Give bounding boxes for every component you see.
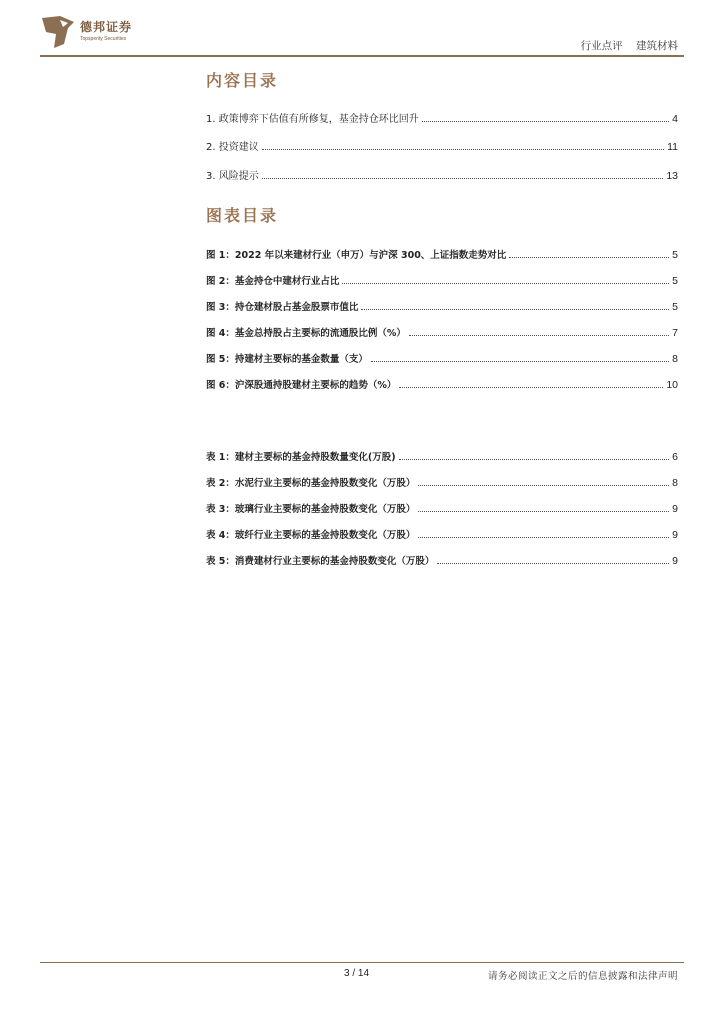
table-item-page: 9 bbox=[672, 555, 678, 567]
leader-dots bbox=[342, 282, 669, 284]
figure-item-label: 图 6：沪深股通持股建材主要标的趋势（%） bbox=[206, 380, 397, 391]
table-item-page: 9 bbox=[672, 503, 678, 515]
figure-item[interactable] bbox=[206, 339, 678, 365]
contents-list bbox=[206, 96, 678, 182]
figure-item-page: 10 bbox=[666, 379, 678, 391]
figure-item-label: 图 3：持仓建材股占基金股票市值比 bbox=[206, 302, 359, 313]
figure-item[interactable] bbox=[206, 313, 678, 339]
page-number: 3 / 14 bbox=[344, 968, 370, 979]
header-rule bbox=[40, 55, 684, 57]
company-logo bbox=[40, 14, 170, 50]
figure-item-page: 5 bbox=[672, 275, 678, 287]
figure-item-page: 8 bbox=[672, 353, 678, 365]
figure-item-label: 图 5：持建材主要标的基金数量（支） bbox=[206, 354, 368, 365]
table-item-label: 表 4：玻纤行业主要标的基金持股数变化（万股） bbox=[206, 530, 416, 541]
figure-item[interactable] bbox=[206, 261, 678, 287]
figure-item-page: 7 bbox=[672, 327, 678, 339]
leader-dots bbox=[409, 334, 669, 336]
tables-list bbox=[206, 437, 678, 567]
table-item-page: 6 bbox=[672, 451, 678, 463]
figure-item[interactable] bbox=[206, 365, 678, 391]
table-item[interactable] bbox=[206, 515, 678, 541]
leader-dots bbox=[418, 510, 669, 512]
toc-item-page: 13 bbox=[666, 169, 678, 182]
leader-dots bbox=[422, 120, 669, 122]
figure-item-label: 图 1：2022 年以来建材行业（申万）与沪深 300、上证指数走势对比 bbox=[206, 250, 507, 261]
leader-dots bbox=[437, 562, 669, 564]
table-item-label: 表 5：消费建材行业主要标的基金持股数变化（万股） bbox=[206, 556, 435, 567]
leader-dots bbox=[262, 177, 664, 179]
leader-dots bbox=[418, 484, 669, 486]
leader-dots bbox=[509, 256, 669, 258]
industry-name: 建筑材料 bbox=[636, 40, 678, 52]
figure-item[interactable] bbox=[206, 287, 678, 313]
table-item[interactable] bbox=[206, 437, 678, 463]
logo-name-en: Topsperity Securities bbox=[80, 36, 127, 42]
figure-item-page: 5 bbox=[672, 249, 678, 261]
leader-dots bbox=[399, 458, 670, 460]
leader-dots bbox=[418, 536, 669, 538]
toc-item[interactable] bbox=[206, 125, 678, 154]
leader-dots bbox=[262, 148, 664, 150]
leader-dots bbox=[361, 308, 669, 310]
toc-item-label: 3. 风险提示 bbox=[206, 170, 259, 182]
figures-title: 图表目录 bbox=[206, 206, 279, 225]
table-item-label: 表 1：建材主要标的基金持股数量变化(万股) bbox=[206, 452, 396, 463]
table-item-label: 表 2：水泥行业主要标的基金持股数变化（万股） bbox=[206, 478, 416, 489]
footer-rule bbox=[40, 962, 684, 963]
table-item-label: 表 3：玻璃行业主要标的基金持股数变化（万股） bbox=[206, 504, 416, 515]
toc-item[interactable] bbox=[206, 96, 678, 125]
report-type: 行业点评 bbox=[580, 40, 623, 52]
figure-item-label: 图 2：基金持仓中建材行业占比 bbox=[206, 276, 340, 287]
header-category bbox=[571, 38, 678, 53]
table-item[interactable] bbox=[206, 463, 678, 489]
logo-name-cn: 德邦证券 bbox=[80, 20, 133, 34]
leader-dots bbox=[371, 360, 669, 362]
leader-dots bbox=[399, 386, 663, 388]
table-item-page: 8 bbox=[672, 477, 678, 489]
figure-item[interactable] bbox=[206, 235, 678, 261]
toc-item-label: 1. 政策博弈下估值有所修复，基金持仓环比回升 bbox=[206, 113, 419, 125]
figures-list bbox=[206, 235, 678, 391]
figure-item-page: 5 bbox=[672, 301, 678, 313]
table-item[interactable] bbox=[206, 489, 678, 515]
disclaimer-text: 请务必阅读正文之后的信息披露和法律声明 bbox=[487, 971, 678, 982]
toc-item-label: 2. 投资建议 bbox=[206, 142, 259, 153]
figure-item-label: 图 4：基金总持股占主要标的流通股比例（%） bbox=[206, 328, 406, 339]
contents-title: 内容目录 bbox=[206, 71, 279, 90]
toc-item-page: 4 bbox=[672, 112, 678, 125]
table-item-page: 9 bbox=[672, 529, 678, 541]
toc-item-page: 11 bbox=[667, 141, 678, 153]
toc-item[interactable] bbox=[206, 153, 678, 182]
logo-mark-icon bbox=[40, 14, 76, 50]
table-item[interactable] bbox=[206, 541, 678, 567]
